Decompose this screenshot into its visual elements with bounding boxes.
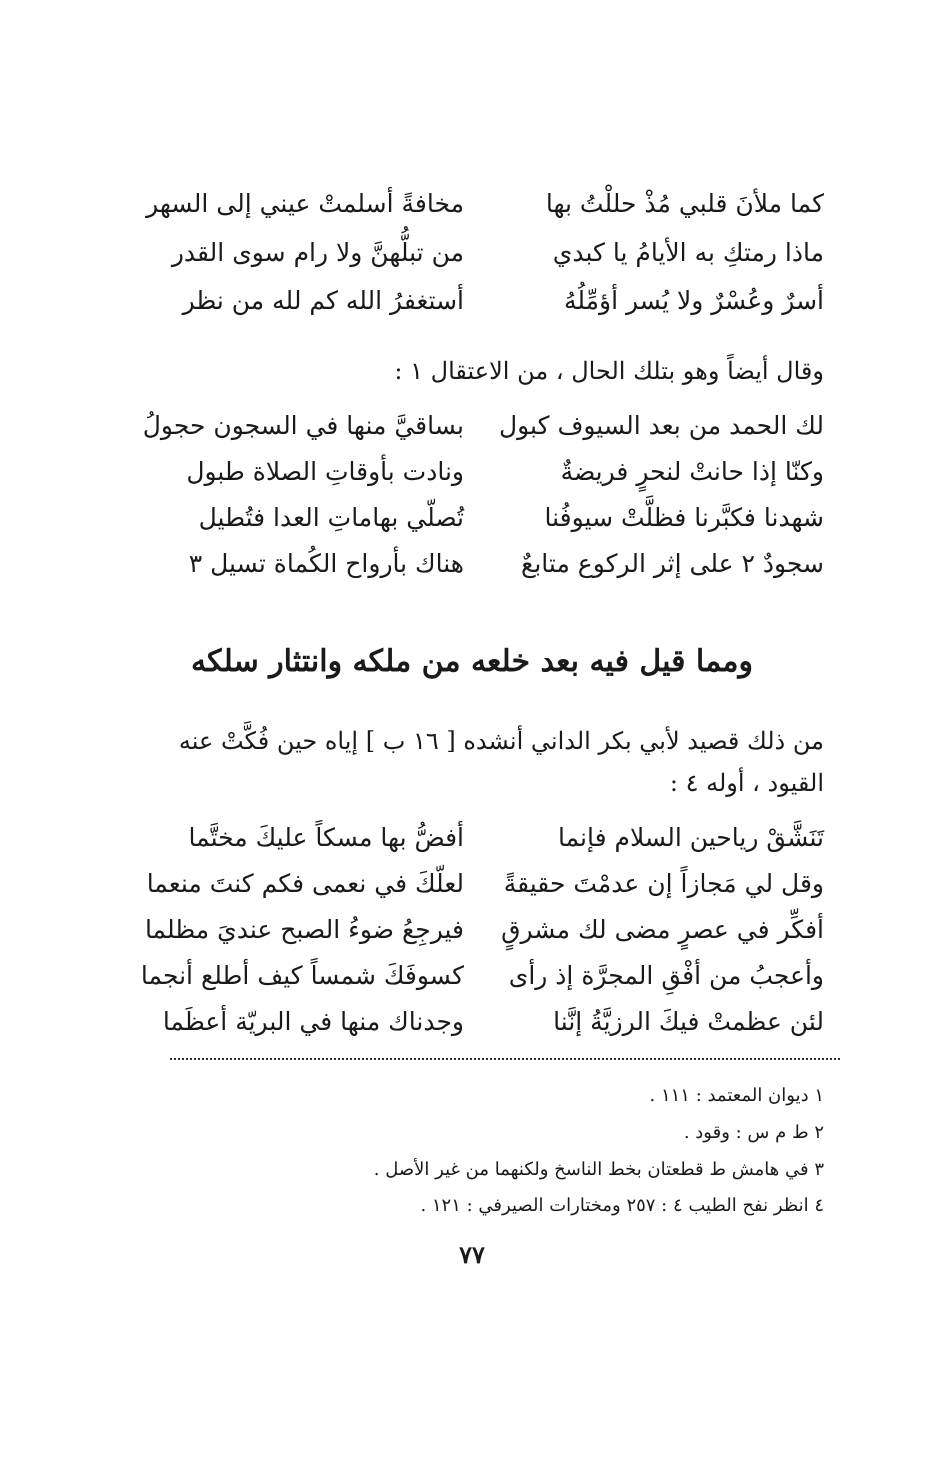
page-number: ٧٧ bbox=[459, 1240, 485, 1269]
footnote-separator bbox=[170, 1058, 840, 1060]
verse-5-second: ونادت بأوقاتِ الصلاة طبول bbox=[186, 457, 464, 486]
verse-10-second: فيرجِعُ ضوءُ الصبح عنديَ مظلما bbox=[144, 915, 464, 944]
verse-3-first: أسرٌ وعُسْرٌ ولا يُسر أؤمِّلُهُ bbox=[563, 286, 824, 315]
verse-12-second: وجدناك منها في البريّة أعظَما bbox=[162, 1007, 464, 1036]
verse-4-second: بساقيَّ منها في السجون حجولُ bbox=[142, 411, 464, 440]
verse-7-first: سجودٌ ٢ على إثر الركوع متابعٌ bbox=[521, 549, 824, 578]
footnote-2: ٢ ط م س : وقود . bbox=[683, 1122, 824, 1143]
verse-11-first: وأعجبُ من أفْقِ المجرَّة إذ رأى bbox=[508, 961, 824, 990]
verse-2-second: من تبلُّهنَّ ولا رام سوى القدر bbox=[171, 238, 464, 267]
verse-8-second: أفضُّ بها مسكاً عليكَ مختَّما bbox=[188, 823, 464, 852]
footnote-1: ١ ديوان المعتمد : ١١١ . bbox=[649, 1085, 824, 1106]
prose-line-1: من ذلك قصيد لأبي بكر الداني أنشده [ ١٦ ب ] إياه حين فُكَّتْ عنه bbox=[178, 727, 824, 755]
verse-2-first: ماذا رمتكِ به الأيامُ يا كبدي bbox=[552, 238, 824, 267]
verse-1-first: كما ملأنَ قلبي مُذْ حللْتُ بها bbox=[545, 189, 824, 218]
verse-4-first: لك الحمد من بعد السيوف كبول bbox=[498, 411, 824, 440]
verse-3-second: أستغفرُ الله كم لله من نظر bbox=[182, 286, 464, 315]
verse-10-first: أفكِّر في عصرٍ مضى لك مشرقٍ bbox=[501, 915, 824, 944]
section-heading: ومما قيل فيه بعد خلعه من ملكه وانتثار سلكه bbox=[191, 644, 753, 679]
prose-line-2: القيود ، أوله ٤ : bbox=[669, 769, 824, 797]
verse-8-first: تَنَشَّقْ رياحين السلام فإنما bbox=[557, 823, 824, 852]
verse-1-second: مخافةً أسلمتْ عيني إلى السهر bbox=[146, 189, 464, 218]
footnote-3: ٣ في هامش ط قطعتان بخط الناسخ ولكنهما من غير الأصل . bbox=[373, 1159, 824, 1180]
verse-6-first: شهدنا فكبَّرنا فظلَّتْ سيوفُنا bbox=[544, 503, 824, 532]
verse-11-second: كسوفَكَ شمساً كيف أطلع أنجما bbox=[140, 961, 464, 990]
verse-12-first: لئن عظمتْ فيكَ الرزيَّةُ إنَّنا bbox=[553, 1007, 824, 1036]
footnote-4: ٤ انظر نفح الطيب ٤ : ٢٥٧ ومختارات الصيرفي : ١٢١ . bbox=[420, 1195, 824, 1216]
verse-6-second: تُصلّي بهاماتِ العدا فتُطيل bbox=[198, 503, 464, 532]
verse-9-first: وقل لي مَجازاً إن عدمْتَ حقيقةً bbox=[503, 869, 824, 898]
verse-9-second: لعلّكَ في نعمى فكم كنتَ منعما bbox=[146, 869, 464, 898]
verse-7-second: هناك بأرواح الكُماة تسيل ٣ bbox=[188, 549, 464, 578]
verse-5-first: وكنّا إذا حانتْ لنحرٍ فريضةٌ bbox=[560, 457, 824, 486]
intro-line-2: وقال أيضاً وهو بتلك الحال ، من الاعتقال ١ : bbox=[394, 357, 824, 385]
